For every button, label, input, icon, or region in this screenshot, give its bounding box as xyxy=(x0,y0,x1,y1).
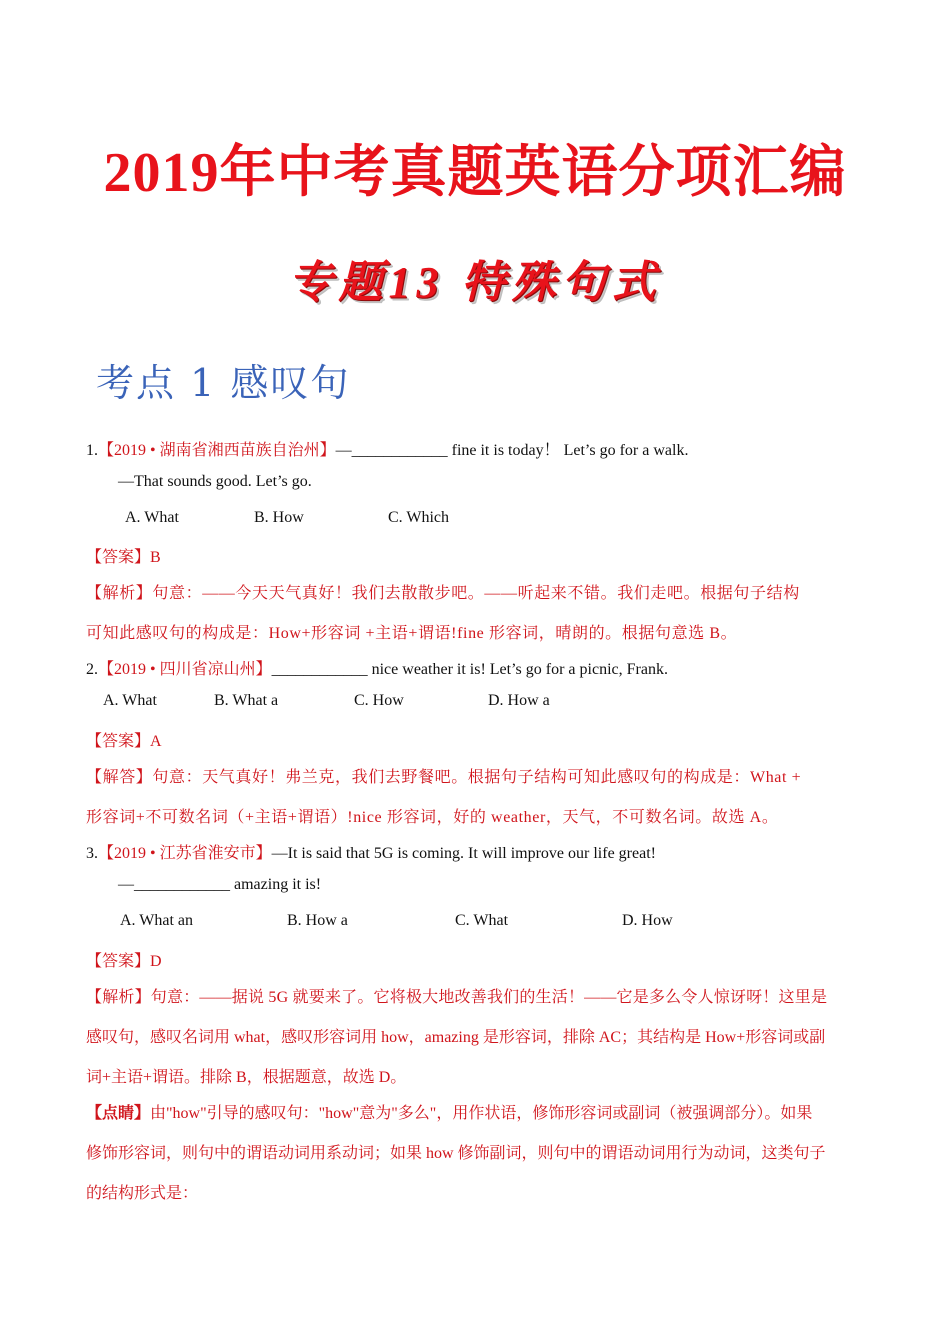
explanation-line: 【解析】句意：——据说 5G 就要来了。它将极大地改善我们的生活！——它是多么令人惊讶呀！这里是 xyxy=(86,989,828,1006)
question-3-stem xyxy=(86,840,656,863)
option-b: B. How xyxy=(254,509,304,526)
question-text: ____________ nice weather it is! Let’s go for a picnic, Frank. xyxy=(271,661,668,678)
question-source: 【2019 • 江苏省淮安市】 xyxy=(98,845,272,862)
question-text: —It is said that 5G is coming. It will improve our life great! xyxy=(271,845,656,862)
question-source: 【2019 • 四川省凉山州】 xyxy=(98,661,272,678)
answer: 【答案】D xyxy=(86,953,162,970)
document-subtitle: 专题13 特殊句式 xyxy=(288,258,662,307)
answer: 【答案】A xyxy=(86,733,162,750)
question-number: 2. xyxy=(86,661,98,678)
option-a: A. What xyxy=(103,692,157,709)
option-c: C. Which xyxy=(388,509,450,526)
tip-line: 修饰形容词，则句中的谓语动词用系动词；如果 how 修饰副词，则句中的谓语动词用行为动词，这类句子 xyxy=(86,1145,826,1162)
tip-line xyxy=(86,1100,812,1123)
tip-line: 的结构形式是： xyxy=(86,1185,199,1202)
question-1-stem xyxy=(86,437,688,460)
tip-text: 由"how"引导的感叹句："how"意为"多么"，用作状语，修饰形容词或副词（被强调部分）。如果 xyxy=(150,1105,813,1122)
question-source: 【2019 • 湖南省湘西苗族自治州】 xyxy=(98,442,336,459)
explanation-line: 可知此感叹句的构成是：How+形容词 +主语+谓语!fine 形容词，晴朗的。根据句意选 B。 xyxy=(86,625,738,642)
explanation-line: 形容词+不可数名词（+主语+谓语）!nice 形容词，好的 weather，天气，不可数名词。故选 A。 xyxy=(86,809,779,826)
question-1-reply: —That sounds good. Let’s go. xyxy=(118,473,312,490)
option-d: D. How a xyxy=(488,692,550,709)
explanation-line: 【解析】句意：——今天天气真好！我们去散散步吧。——听起来不错。我们走吧。根据句子结构 xyxy=(86,585,800,602)
question-3-reply: —____________ amazing it is! xyxy=(118,876,322,893)
explanation-line: 词+主语+谓语。排除 B，根据题意，故选 D。 xyxy=(86,1069,407,1086)
question-number: 3. xyxy=(86,845,98,862)
option-a: A. What an xyxy=(120,912,194,929)
option-b: B. How a xyxy=(287,912,348,929)
question-text: —____________ fine it is today！ Let’s go for a walk. xyxy=(335,442,689,459)
question-2-stem xyxy=(86,656,668,679)
explanation-line: 感叹句，感叹名词用 what，感叹形容词用 how，amazing 是形容词，排除 AC；其结构是 How+形容词或副 xyxy=(86,1029,826,1046)
document-title: 2019年中考真题英语分项汇编 xyxy=(103,142,847,204)
tip-label: 【点睛】 xyxy=(86,1105,151,1122)
answer: 【答案】B xyxy=(86,549,161,566)
option-d: D. How xyxy=(622,912,673,929)
option-a: A. What xyxy=(125,509,179,526)
option-c: C. What xyxy=(455,912,509,929)
option-b: B. What a xyxy=(214,692,279,709)
question-number: 1. xyxy=(86,442,98,459)
explanation-line: 【解答】句意：天气真好！弗兰克，我们去野餐吧。根据句子结构可知此感叹句的构成是：What + xyxy=(86,769,802,786)
section-heading: 考点 1 感叹句 xyxy=(96,361,351,405)
option-c: C. How xyxy=(354,692,404,709)
